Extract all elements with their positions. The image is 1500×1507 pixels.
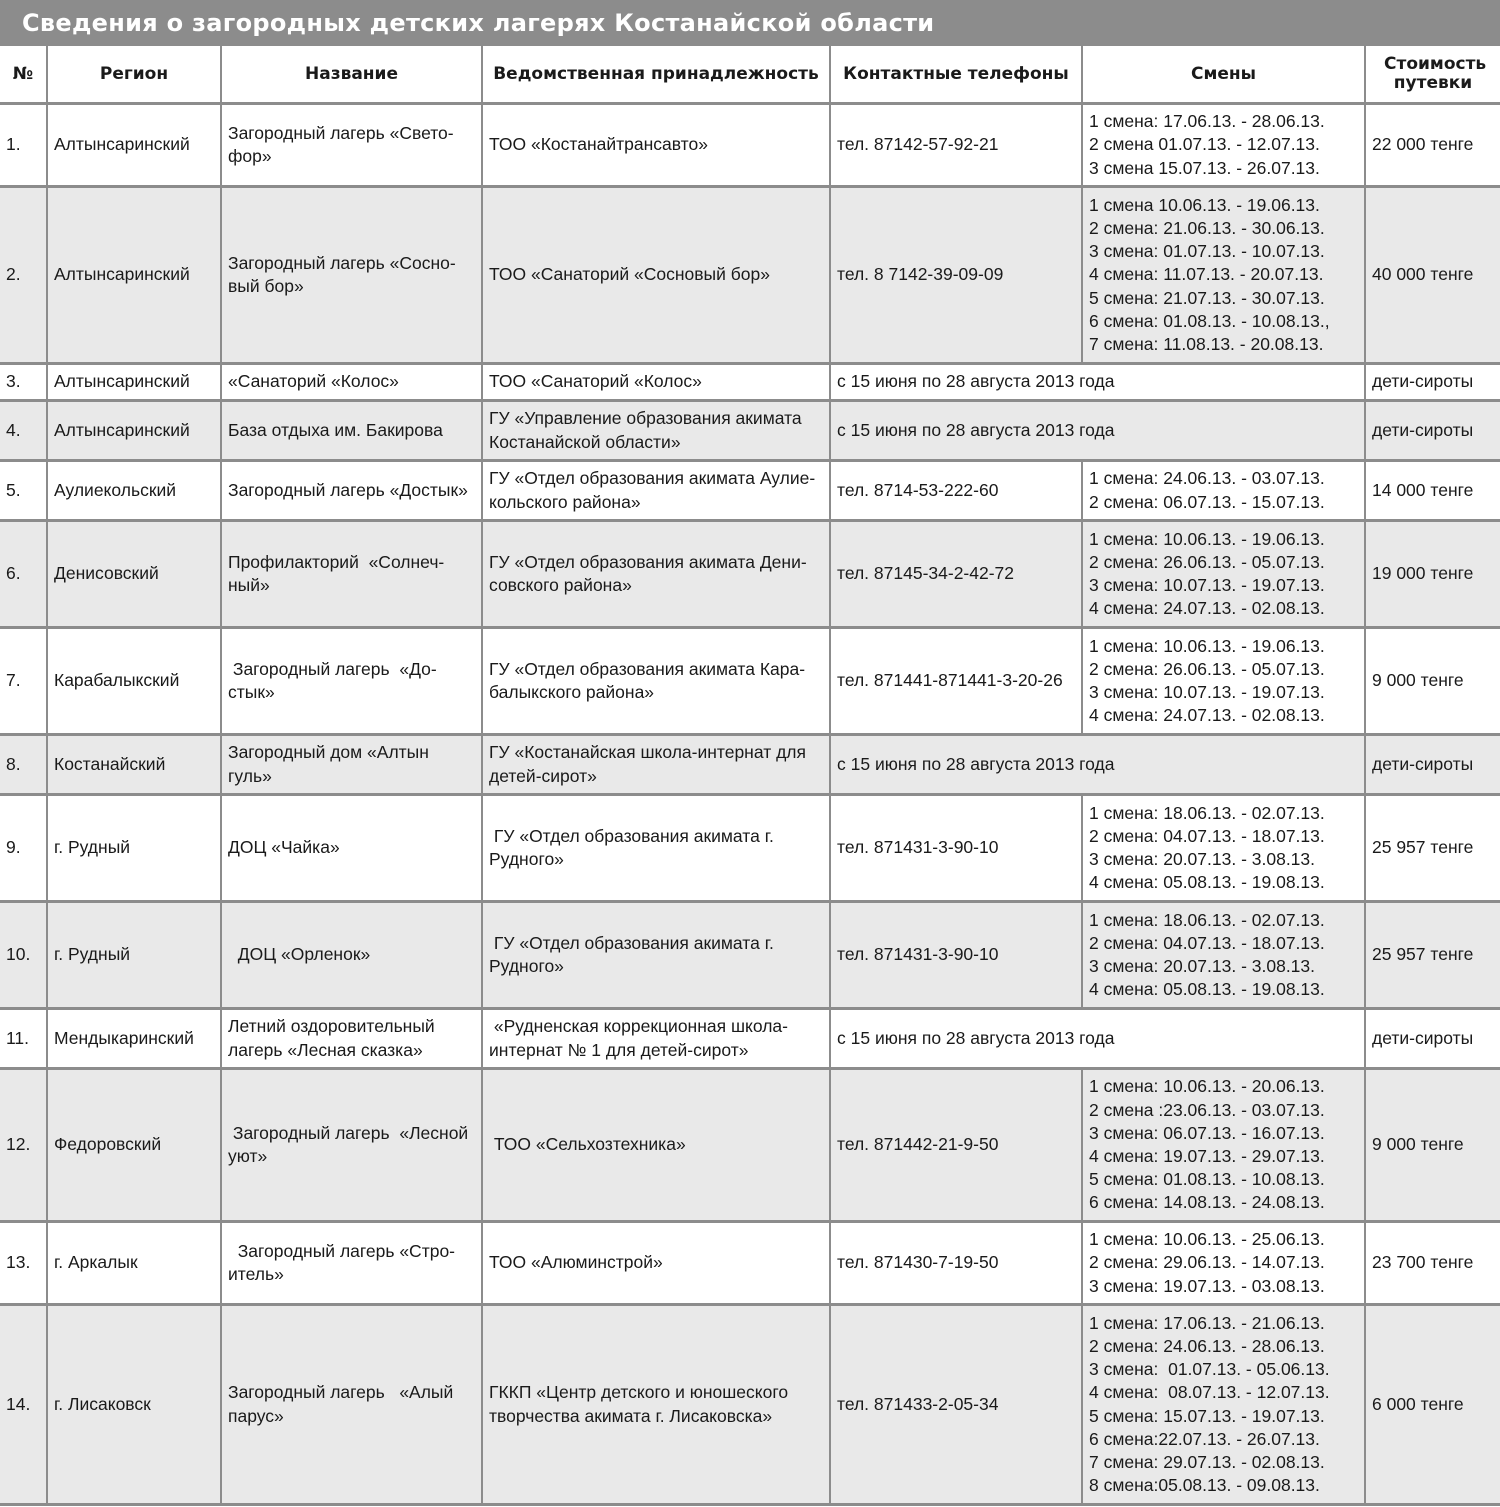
shift-item: 3 смена: 19.07.13. - 03.08.13. — [1089, 1275, 1325, 1296]
row-period: с 15 июня по 28 августа 2013 года — [830, 735, 1365, 795]
row-cost: 6 000 тенге — [1365, 1305, 1500, 1505]
row-region: Мендыкаринский — [47, 1009, 221, 1069]
shift-item: 1 смена: 24.06.13. - 03.07.13. — [1089, 468, 1325, 489]
shift-item: 6 смена: 14.08.13. - 24.08.13. — [1089, 1192, 1325, 1213]
row-number: 14. — [0, 1305, 47, 1505]
shift-item: 2 смена: 04.07.13. - 18.07.13. — [1089, 825, 1325, 846]
table-row — [0, 628, 1500, 735]
row-cost: 25 957 тенге — [1365, 795, 1500, 902]
shift-item: 1 смена: 10.06.13. - 19.06.13. — [1089, 635, 1325, 656]
row-camp-name: ДОЦ «Чайка» — [221, 795, 482, 902]
shift-list — [1089, 1228, 1358, 1298]
shift-item: 6 смена: 01.08.13. - 10.08.13., — [1089, 310, 1330, 331]
row-department: ГУ «Отдел образования акимата г. Рудного» — [482, 795, 830, 902]
row-camp-name: «Санаторий «Колос» — [221, 364, 482, 401]
row-department: ТОО «Алюминстрой» — [482, 1222, 830, 1305]
shift-item: 1 смена: 10.06.13. - 20.06.13. — [1089, 1076, 1325, 1097]
row-cost: 22 000 тенге — [1365, 104, 1500, 187]
row-phone: тел. 87142-57-92-21 — [830, 104, 1082, 187]
table-body — [0, 104, 1500, 1505]
row-cost: дети-сироты — [1365, 401, 1500, 461]
table-row — [0, 187, 1500, 364]
row-cost: 40 000 тенге — [1365, 187, 1500, 364]
shift-item: 4 смена: 11.07.13. - 20.07.13. — [1089, 264, 1324, 285]
row-department: ГУ «Управление образования акимата Костанайской области» — [482, 401, 830, 461]
row-number: 2. — [0, 187, 47, 364]
table-row — [0, 795, 1500, 902]
table-row — [0, 401, 1500, 461]
shift-list — [1089, 110, 1358, 180]
row-number: 3. — [0, 364, 47, 401]
row-camp-name: Загородный лагерь «Сосно-вый бор» — [221, 187, 482, 364]
shift-item: 3 смена: 01.07.13. - 05.06.13. — [1089, 1359, 1330, 1380]
shift-item: 4 смена: 19.07.13. - 29.07.13. — [1089, 1146, 1325, 1166]
row-region: Алтынсаринский — [47, 104, 221, 187]
shift-item: 2 смена: 29.06.13. - 14.07.13. — [1089, 1252, 1325, 1273]
table-row — [0, 461, 1500, 521]
shift-item: 1 смена: 18.06.13. - 02.07.13. — [1089, 802, 1325, 823]
document-title: Сведения о загородных детских лагерях Костанайской области — [0, 0, 1500, 46]
table-row — [0, 521, 1500, 628]
shift-item: 4 смена: 05.08.13. - 19.08.13. — [1089, 979, 1325, 1000]
shift-item: 5 смена: 21.07.13. - 30.07.13. — [1089, 287, 1325, 308]
shift-list — [1089, 802, 1358, 895]
shift-item: 2 смена :23.06.13. - 03.07.13. — [1089, 1099, 1325, 1120]
shift-item: 3 смена: 10.07.13. - 19.07.13. — [1089, 575, 1325, 595]
row-period: с 15 июня по 28 августа 2013 года — [830, 1009, 1365, 1069]
row-period: с 15 июня по 28 августа 2013 года — [830, 364, 1365, 401]
row-shifts — [1082, 104, 1365, 187]
row-camp-name: Загородный лагерь «Свето-фор» — [221, 104, 482, 187]
table-row — [0, 1305, 1500, 1505]
row-department: ТОО «Костанайтрансавто» — [482, 104, 830, 187]
shift-item: 8 смена:05.08.13. - 09.08.13. — [1089, 1475, 1320, 1496]
shift-item: 1 смена: 18.06.13. - 02.07.13. — [1089, 909, 1325, 930]
shift-item: 3 смена: 20.07.13. - 3.08.13. — [1089, 956, 1316, 976]
shift-item: 3 смена: 20.07.13. - 3.08.13. — [1089, 849, 1316, 869]
row-phone: тел. 871430-7-19-50 — [830, 1222, 1082, 1305]
row-region: Денисовский — [47, 521, 221, 628]
row-cost: дети-сироты — [1365, 1009, 1500, 1069]
row-cost: 9 000 тенге — [1365, 1069, 1500, 1222]
table-row — [0, 1069, 1500, 1222]
table-row — [0, 902, 1500, 1009]
row-number: 9. — [0, 795, 47, 902]
row-camp-name: Летний оздоровительный лагерь «Лесная сказка» — [221, 1009, 482, 1069]
shift-item: 1 смена: 10.06.13. - 25.06.13. — [1089, 1229, 1325, 1250]
table-row — [0, 1222, 1500, 1305]
shift-item: 1 смена 10.06.13. - 19.06.13. — [1089, 194, 1320, 215]
row-cost: дети-сироты — [1365, 364, 1500, 401]
shift-item: 4 смена: 24.07.13. - 02.08.13. — [1089, 705, 1325, 726]
row-phone: тел. 8 7142-39-09-09 — [830, 187, 1082, 364]
shift-item: 3 смена 15.07.13. - 26.07.13. — [1089, 157, 1320, 178]
row-region: Алтынсаринский — [47, 187, 221, 364]
camps-table — [0, 46, 1500, 1506]
row-shifts — [1082, 628, 1365, 735]
row-department: ГУ «Отдел образования акимата Кара-балыкского района» — [482, 628, 830, 735]
header-name: Название — [221, 46, 482, 104]
row-shifts — [1082, 187, 1365, 364]
row-camp-name: ДОЦ «Орленок» — [221, 902, 482, 1009]
row-department: ГУ «Отдел образования акимата г. Рудного» — [482, 902, 830, 1009]
header-region: Регион — [47, 46, 221, 104]
shift-item: 3 смена: 06.07.13. - 16.07.13. — [1089, 1122, 1325, 1143]
shift-list — [1089, 635, 1358, 728]
row-number: 8. — [0, 735, 47, 795]
shift-item: 4 смена: 05.08.13. - 19.08.13. — [1089, 872, 1325, 893]
shift-item: 2 смена 01.07.13. - 12.07.13. — [1089, 134, 1320, 155]
row-phone: тел. 8714-53-222-60 — [830, 461, 1082, 521]
row-region: Алтынсаринский — [47, 364, 221, 401]
table-header-row — [0, 46, 1500, 104]
row-shifts — [1082, 795, 1365, 902]
row-phone: тел. 871431-3-90-10 — [830, 902, 1082, 1009]
row-camp-name: База отдыха им. Бакирова — [221, 401, 482, 461]
shift-item: 7 смена: 11.08.13. - 20.08.13. — [1089, 334, 1324, 354]
row-phone: тел. 871441-871441-3-20-26 — [830, 628, 1082, 735]
row-shifts — [1082, 1305, 1365, 1505]
row-number: 12. — [0, 1069, 47, 1222]
shift-item: 5 смена: 01.08.13. - 10.08.13. — [1089, 1169, 1325, 1190]
row-number: 1. — [0, 104, 47, 187]
row-department: ТОО «Санаторий «Колос» — [482, 364, 830, 401]
row-camp-name: Профилакторий «Солнеч-ный» — [221, 521, 482, 628]
row-shifts — [1082, 1222, 1365, 1305]
shift-item: 5 смена: 15.07.13. - 19.07.13. — [1089, 1405, 1325, 1426]
row-number: 11. — [0, 1009, 47, 1069]
row-region: г. Рудный — [47, 902, 221, 1009]
row-shifts — [1082, 902, 1365, 1009]
row-phone: тел. 871431-3-90-10 — [830, 795, 1082, 902]
row-cost: 23 700 тенге — [1365, 1222, 1500, 1305]
row-phone: тел. 871433-2-05-34 — [830, 1305, 1082, 1505]
header-cost: Стоимость путевки — [1365, 46, 1500, 104]
table-row — [0, 735, 1500, 795]
shift-item: 2 смена: 06.07.13. - 15.07.13. — [1089, 491, 1325, 512]
header-phone: Контактные телефоны — [830, 46, 1082, 104]
shift-list — [1089, 528, 1358, 621]
row-camp-name: Загородный лагерь «До-стык» — [221, 628, 482, 735]
row-cost: 14 000 тенге — [1365, 461, 1500, 521]
row-phone: тел. 87145-34-2-42-72 — [830, 521, 1082, 628]
shift-list — [1089, 467, 1358, 513]
table-row — [0, 364, 1500, 401]
row-region: Алтынсаринский — [47, 401, 221, 461]
row-department: ГККП «Центр детского и юношеского творчества акимата г. Лисаковска» — [482, 1305, 830, 1505]
row-cost: 9 000 тенге — [1365, 628, 1500, 735]
row-region: г. Аркалык — [47, 1222, 221, 1305]
header-department: Ведомственная принадлежность — [482, 46, 830, 104]
row-department: ГУ «Отдел образования акимата Дени-совского района» — [482, 521, 830, 628]
row-camp-name: Загородный лагерь «Лесной уют» — [221, 1069, 482, 1222]
row-department: ТОО «Сельхозтехника» — [482, 1069, 830, 1222]
shift-item: 2 смена: 26.06.13. - 05.07.13. — [1089, 658, 1325, 679]
row-department: ГУ «Костанайская школа-интернат для детей-сирот» — [482, 735, 830, 795]
shift-item: 3 смена: 01.07.13. - 10.07.13. — [1089, 241, 1325, 262]
table-row — [0, 1009, 1500, 1069]
row-department: «Рудненская коррекционная школа-интернат № 1 для детей-сирот» — [482, 1009, 830, 1069]
shift-list — [1089, 1312, 1358, 1498]
row-region: Аулиекольский — [47, 461, 221, 521]
table-row — [0, 104, 1500, 187]
row-region: г. Рудный — [47, 795, 221, 902]
shift-list — [1089, 1075, 1358, 1214]
row-number: 4. — [0, 401, 47, 461]
shift-item: 4 смена: 08.07.13. - 12.07.13. — [1089, 1382, 1330, 1403]
row-region: Федоровский — [47, 1069, 221, 1222]
shift-item: 2 смена: 04.07.13. - 18.07.13. — [1089, 932, 1325, 953]
shift-list — [1089, 194, 1358, 356]
row-period: с 15 июня по 28 августа 2013 года — [830, 401, 1365, 461]
row-cost: дети-сироты — [1365, 735, 1500, 795]
shift-item: 2 смена: 21.06.13. - 30.06.13. — [1089, 217, 1325, 238]
row-phone: тел. 871442-21-9-50 — [830, 1069, 1082, 1222]
row-camp-name: Загородный лагерь «Достык» — [221, 461, 482, 521]
row-region: Костанайский — [47, 735, 221, 795]
row-shifts — [1082, 461, 1365, 521]
shift-item: 2 смена: 24.06.13. - 28.06.13. — [1089, 1335, 1325, 1356]
row-shifts — [1082, 521, 1365, 628]
row-region: г. Лисаковск — [47, 1305, 221, 1505]
row-camp-name: Загородный дом «Алтын гуль» — [221, 735, 482, 795]
row-number: 10. — [0, 902, 47, 1009]
shift-item: 1 смена: 17.06.13. - 28.06.13. — [1089, 111, 1325, 132]
row-department: ГУ «Отдел образования акимата Аулие-кольского района» — [482, 461, 830, 521]
shift-item: 4 смена: 24.07.13. - 02.08.13. — [1089, 598, 1325, 619]
row-number: 7. — [0, 628, 47, 735]
row-department: ТОО «Санаторий «Сосновый бор» — [482, 187, 830, 364]
header-no: № — [0, 46, 47, 104]
shift-item: 2 смена: 26.06.13. - 05.07.13. — [1089, 551, 1325, 572]
row-shifts — [1082, 1069, 1365, 1222]
shift-item: 3 смена: 10.07.13. - 19.07.13. — [1089, 682, 1325, 702]
row-cost: 19 000 тенге — [1365, 521, 1500, 628]
row-camp-name: Загородный лагерь «Алый парус» — [221, 1305, 482, 1505]
shift-list — [1089, 909, 1358, 1002]
row-number: 13. — [0, 1222, 47, 1305]
row-region: Карабалыкский — [47, 628, 221, 735]
shift-item: 1 смена: 10.06.13. - 19.06.13. — [1089, 528, 1325, 549]
row-number: 6. — [0, 521, 47, 628]
shift-item: 1 смена: 17.06.13. - 21.06.13. — [1089, 1312, 1325, 1333]
header-shifts: Смены — [1082, 46, 1365, 104]
shift-item: 7 смена: 29.07.13. - 02.08.13. — [1089, 1451, 1325, 1472]
row-number: 5. — [0, 461, 47, 521]
row-camp-name: Загородный лагерь «Стро-итель» — [221, 1222, 482, 1305]
shift-item: 6 смена:22.07.13. - 26.07.13. — [1089, 1428, 1320, 1449]
row-cost: 25 957 тенге — [1365, 902, 1500, 1009]
